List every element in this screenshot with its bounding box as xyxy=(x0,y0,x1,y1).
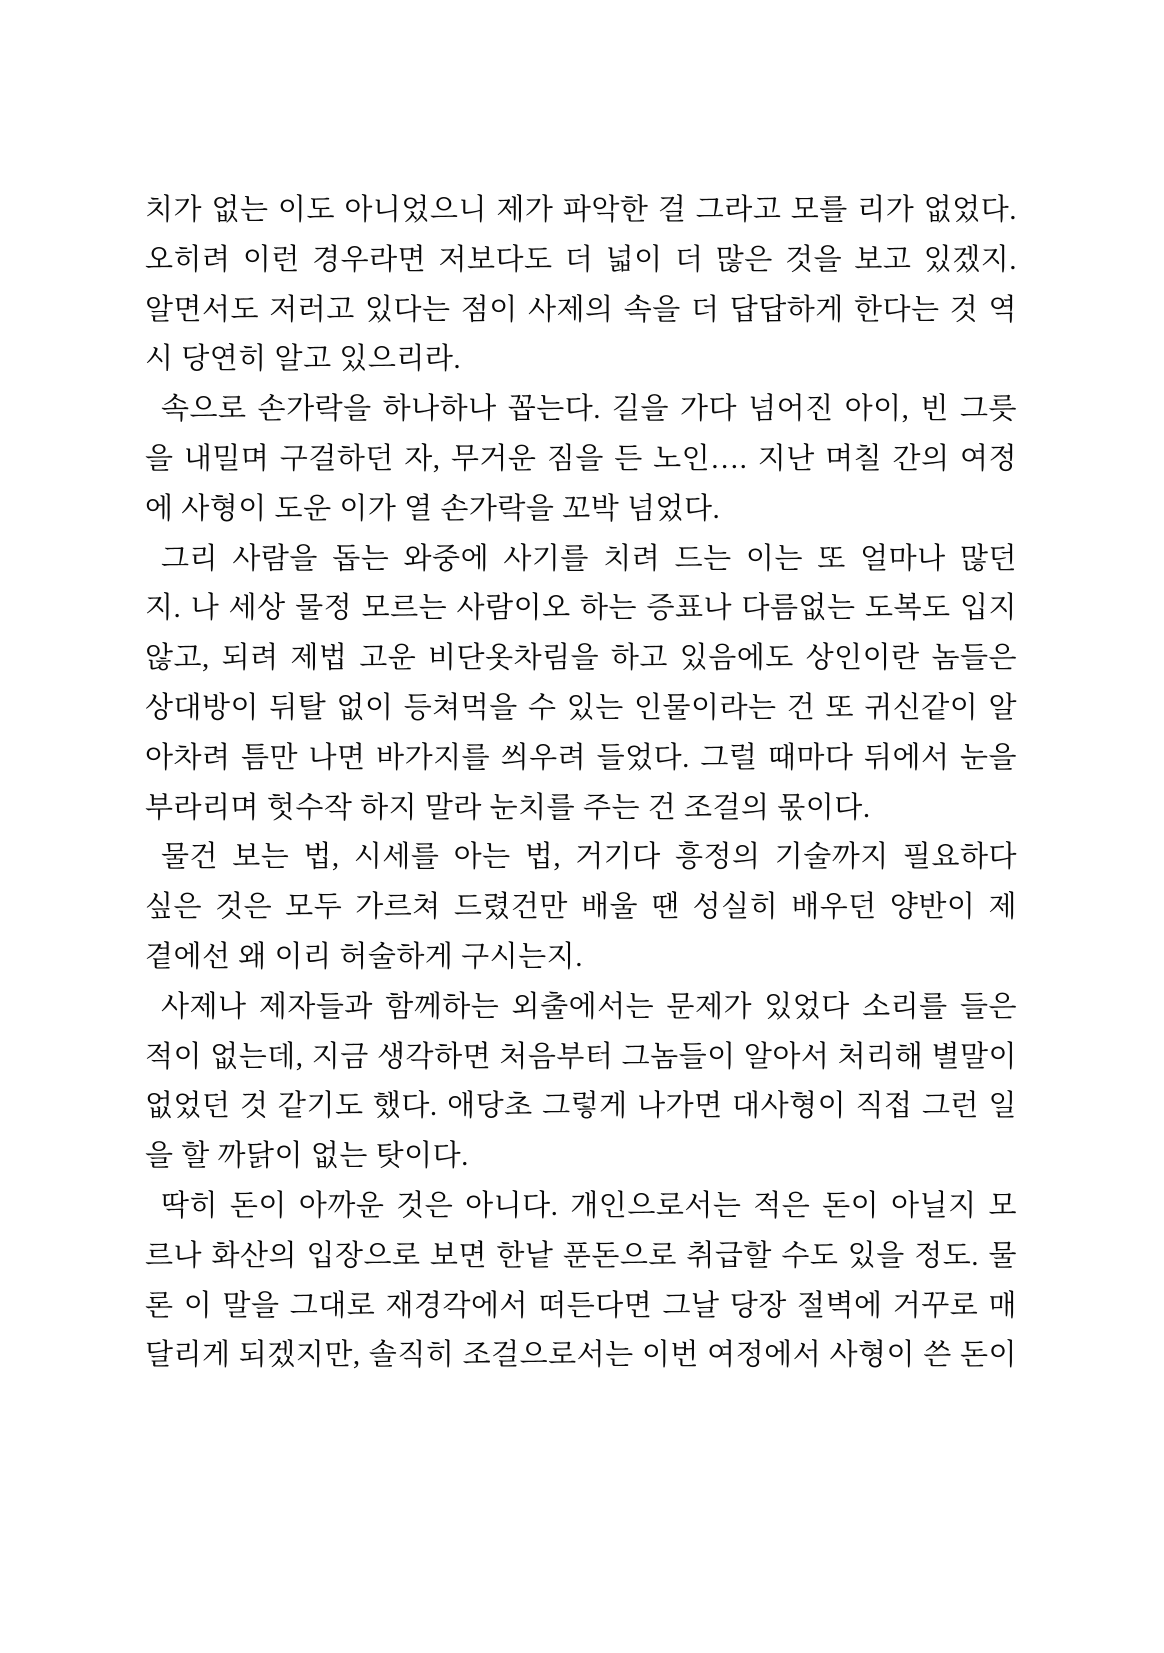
text-line: 적이 없는데, 지금 생각하면 처음부터 그놈들이 알아서 처리해 별말이 xyxy=(145,1040,1017,1073)
text-line: 르나 화산의 입장으로 보면 한낱 푼돈으로 취급할 수도 있을 정도. 물 xyxy=(145,1239,1017,1272)
text-line: 알면서도 저러고 있다는 점이 사제의 속을 더 답답하게 한다는 것 역 xyxy=(145,293,1017,326)
text-line: 달리게 되겠지만, 솔직히 조걸으로서는 이번 여정에서 사형이 쓴 돈이 xyxy=(145,1339,1017,1372)
text-line: 부라리며 헛수작 하지 말라 눈치를 주는 건 조걸의 몫이다. xyxy=(145,791,871,824)
text-line: 싶은 것은 모두 가르쳐 드렸건만 배울 땐 성실히 배우던 양반이 제 xyxy=(145,891,1017,924)
text-line: 없었던 것 같기도 했다. 애당초 그렇게 나가면 대사형이 직접 그런 일 xyxy=(145,1090,1017,1123)
text-line: 론 이 말을 그대로 재경각에서 떠든다면 그날 당장 절벽에 거꾸로 매 xyxy=(145,1289,1017,1322)
text-line: 딱히 돈이 아까운 것은 아니다. 개인으로서는 적은 돈이 아닐지 모 xyxy=(161,1189,1017,1222)
text-line: 시 당연히 알고 있으리라. xyxy=(145,343,462,376)
text-line: 을 내밀며 구걸하던 자, 무거운 짐을 든 노인…. 지난 며칠 간의 여정 xyxy=(145,442,1017,475)
text-line: 상대방이 뒤탈 없이 등쳐먹을 수 있는 인물이라는 건 또 귀신같이 알 xyxy=(145,691,1017,724)
text-line: 곁에선 왜 이리 허술하게 구시는지. xyxy=(145,940,583,973)
text-line: 오히려 이런 경우라면 저보다도 더 넓이 더 많은 것을 보고 있겠지. xyxy=(145,243,1017,276)
text-line: 속으로 손가락을 하나하나 꼽는다. 길을 가다 넘어진 아이, 빈 그릇 xyxy=(161,393,1017,426)
text-line: 사제나 제자들과 함께하는 외출에서는 문제가 있었다 소리를 들은 xyxy=(161,990,1017,1023)
text-block xyxy=(145,186,1017,1381)
text-line: 지. 나 세상 물정 모르는 사람이오 하는 증표나 다름없는 도복도 입지 xyxy=(145,592,1017,625)
text-line: 에 사형이 도운 이가 열 손가락을 꼬박 넘었다. xyxy=(145,492,721,525)
text-line: 을 할 까닭이 없는 탓이다. xyxy=(145,1140,469,1173)
text-line: 않고, 되려 제법 고운 비단옷차림을 하고 있음에도 상인이란 놈들은 xyxy=(145,642,1017,675)
text-line: 아차려 틈만 나면 바가지를 씌우려 들었다. 그럴 때마다 뒤에서 눈을 xyxy=(145,741,1017,774)
text-line: 치가 없는 이도 아니었으니 제가 파악한 걸 그라고 모를 리가 없었다. xyxy=(145,194,1017,226)
text-line: 물건 보는 법, 시세를 아는 법, 거기다 흥정의 기술까지 필요하다 xyxy=(161,841,1017,874)
text-line: 그리 사람을 돕는 와중에 사기를 치려 드는 이는 또 얼마나 많던 xyxy=(161,542,1017,575)
